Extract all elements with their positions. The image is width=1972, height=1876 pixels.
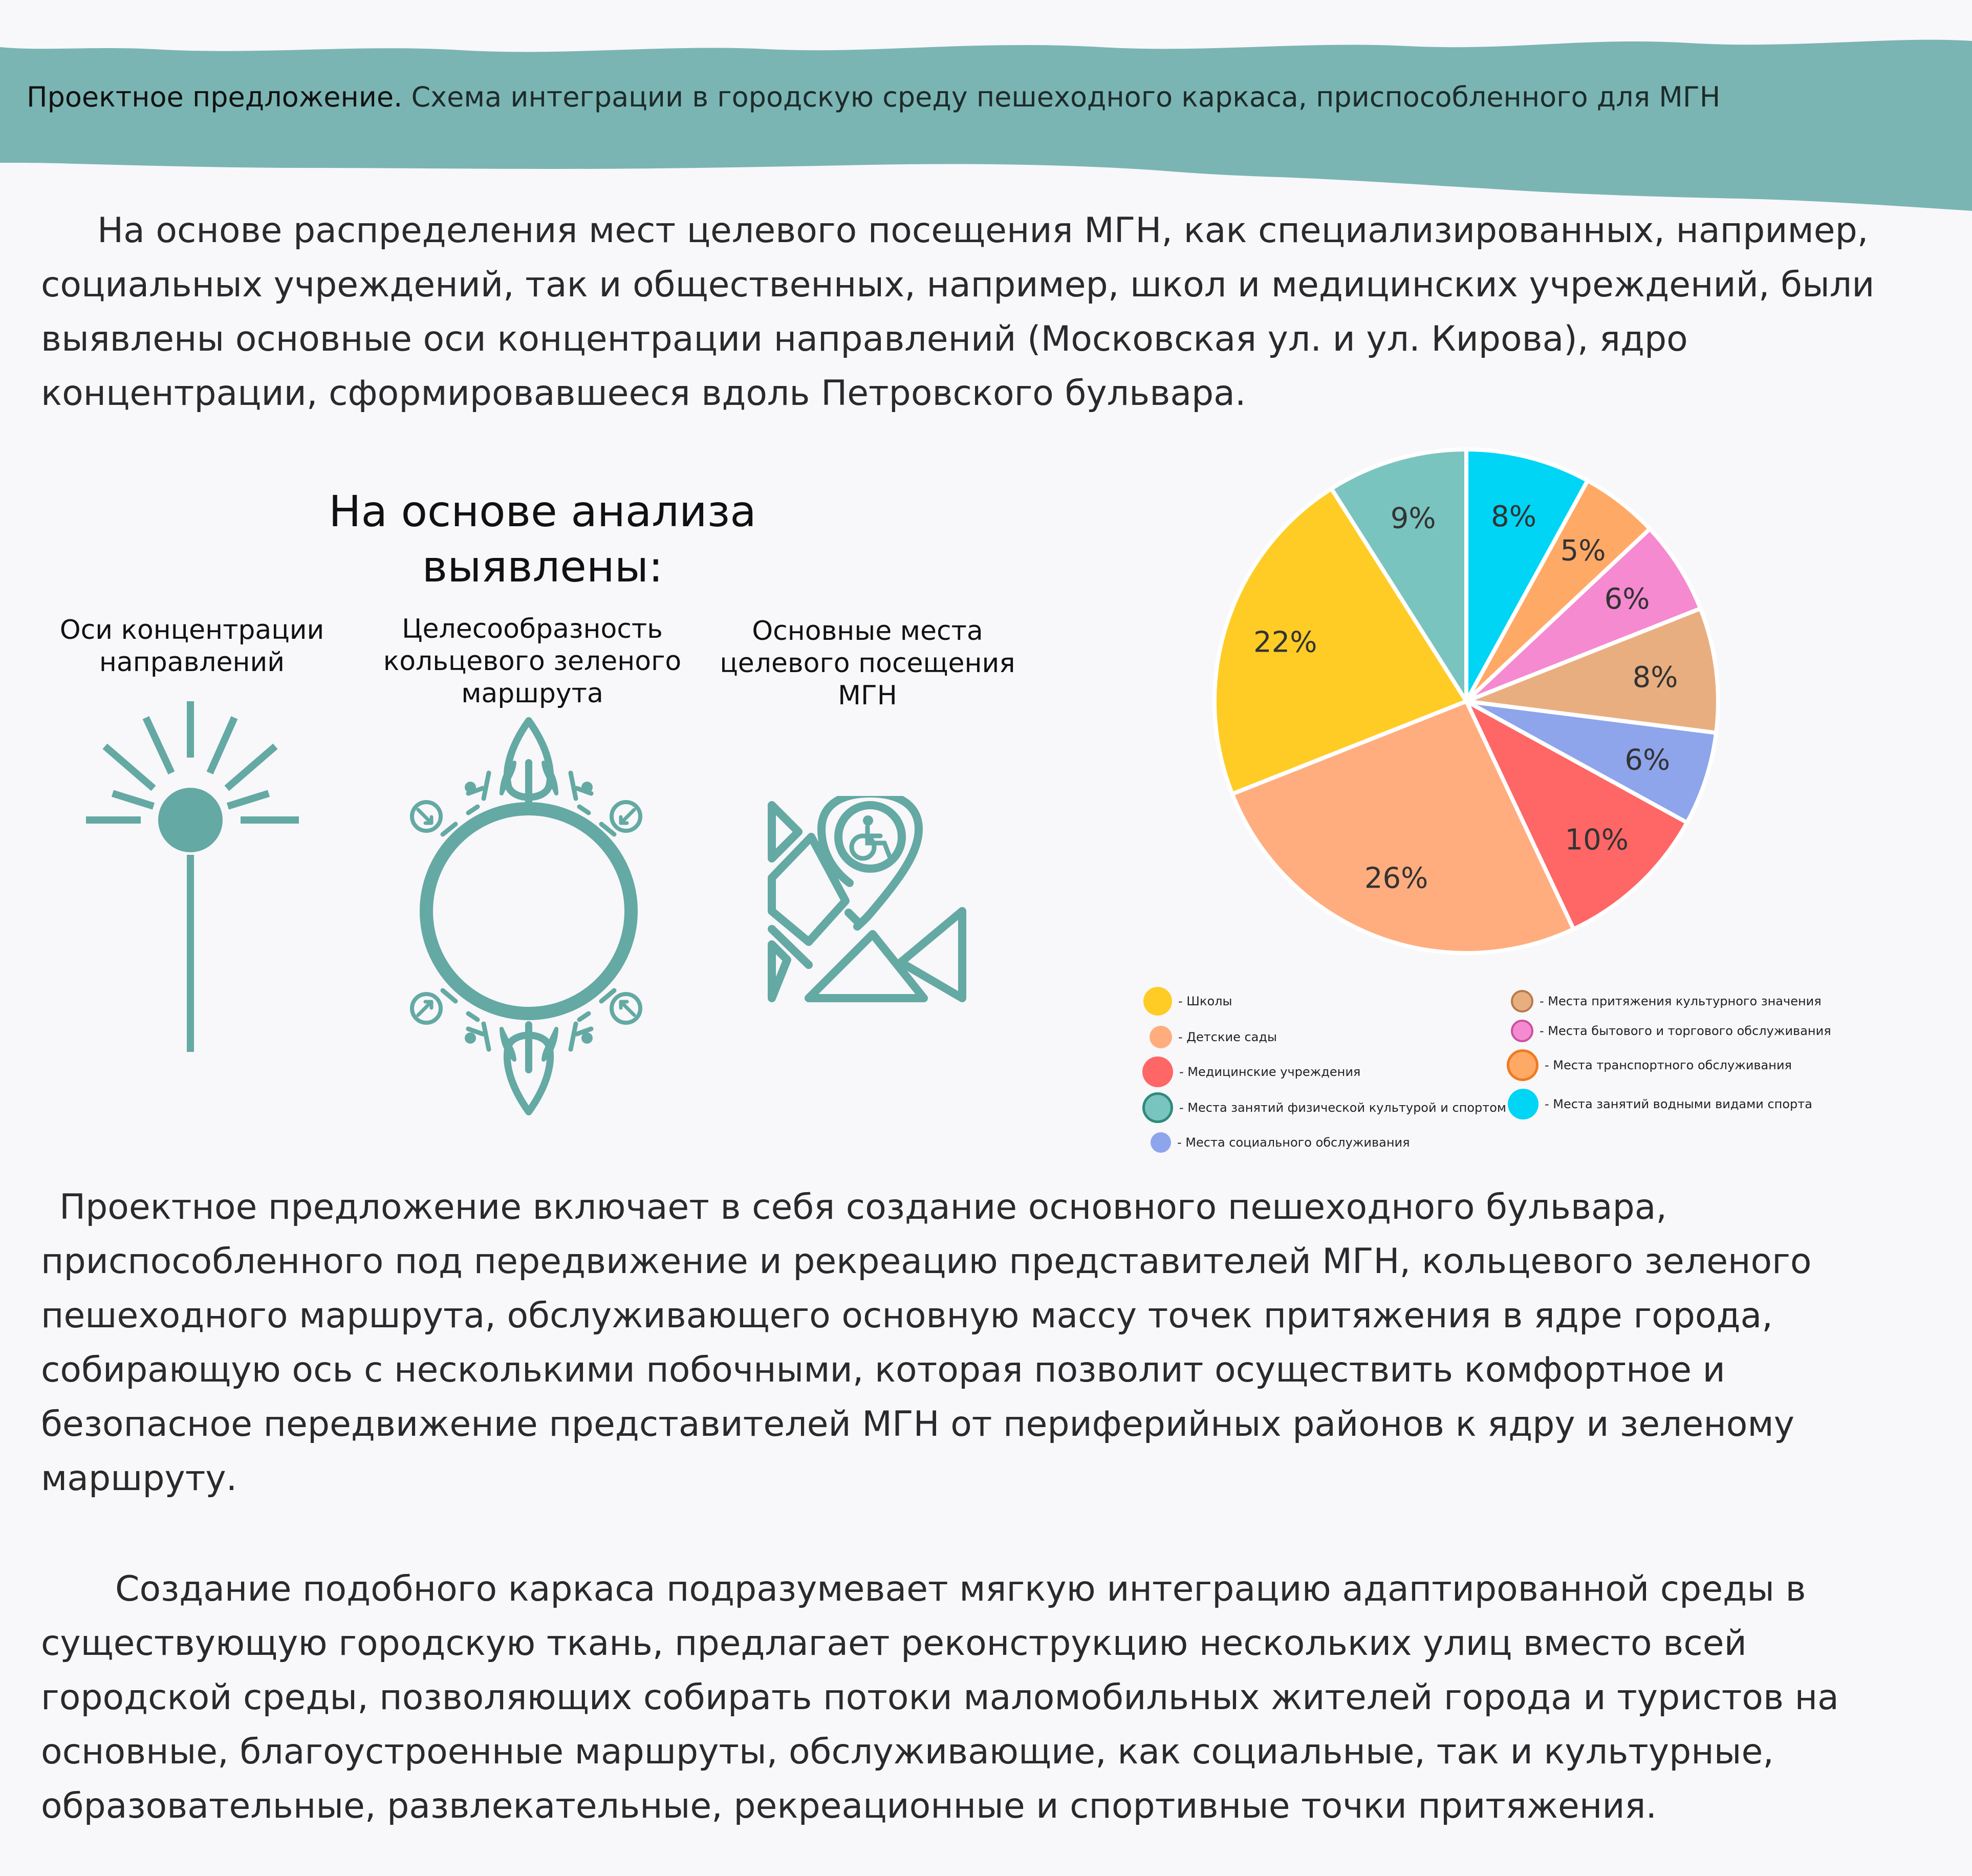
feature-caption-axes: Оси концентрации направлений — [59, 615, 324, 678]
feature-caption-ring: Целесообразность кольцевого зеленого маршрута — [383, 614, 682, 709]
legend-marker — [1151, 1132, 1171, 1153]
pie-slice-label: 6% — [1604, 583, 1650, 616]
legend-item-cultural — [1511, 990, 1822, 1012]
legend-item-water-sport — [1508, 1089, 1812, 1119]
legend-label: - Места притяжения культурного значения — [1540, 994, 1822, 1008]
legend-item-kindergartens — [1147, 1026, 1277, 1048]
pie-slice-label: 6% — [1624, 743, 1671, 777]
pie-slice-label: 5% — [1560, 534, 1606, 568]
legend-item-schools — [1143, 987, 1232, 1016]
legend-label: - Места транспортного обслуживания — [1545, 1058, 1792, 1072]
chart-legend — [1137, 984, 1854, 1163]
legend-marker — [1150, 1026, 1172, 1048]
intro-paragraph: На основе распределения мест целевого посещения МГН, как специализированных, например, социальных учреждений, так и общественных, например, школ и медицинских учреждений, были выявлены основные оси концентрации направлений (Московская ул. и ул. Кирова), ядро концентрации, сформировавшееся вдоль Петровского бульвара. — [41, 210, 1875, 414]
legend-label: - Места бытового и торгового обслуживания — [1540, 1024, 1831, 1038]
legend-label: - Места социального обслуживания — [1177, 1135, 1410, 1150]
legend-marker — [1143, 987, 1172, 1016]
legend-label: - Медицинские учреждения — [1179, 1065, 1361, 1079]
legend-label: - Школы — [1178, 994, 1232, 1008]
sun-axis-icon — [82, 701, 302, 1060]
legend-marker — [1511, 1020, 1533, 1042]
legend-item-medical — [1142, 1056, 1360, 1087]
wheelchair-map-pin-icon — [763, 796, 972, 1006]
legend-marker — [1507, 1049, 1538, 1081]
legend-item-household — [1511, 1020, 1831, 1042]
legend-marker — [1142, 1092, 1173, 1123]
legend-label: - Места занятий физической культурой и спортом — [1179, 1101, 1507, 1115]
legend-item-physical-sport — [1142, 1092, 1506, 1123]
pie-slice-label: 22% — [1253, 626, 1317, 659]
analysis-title: На основе анализа выявлены: — [329, 486, 756, 592]
legend-marker — [1511, 990, 1533, 1012]
legend-label: - Детские сады — [1178, 1030, 1277, 1044]
pie-slices — [1215, 449, 1718, 953]
legend-label: - Места занятий водными видами спорта — [1545, 1097, 1812, 1111]
feature-caption-places: Основные места целевого посещения МГН — [720, 616, 1015, 711]
proposal-paragraph: Проектное предложение включает в себя создание основного пешеходного бульвара, приспособленного под передвижение и рекреацию представителей МГН, кольцевого зеленого пешеходного маршрута, обслуживающего основную массу точек притяжения в ядре города, собирающую ось с несколькими побочными, которая позволит осуществить комфортное и безопасное передвижение представителей МГН от периферийных районов к ядру и зеленому маршруту. — [41, 1187, 1812, 1499]
pie-chart — [1205, 445, 1738, 957]
creation-paragraph: Создание подобного каркаса подразумевает мягкую интеграцию адаптированной среды в существующую городскую ткань, предлагает реконструкцию нескольких улиц вместо всей городской среды, позволяющих собирать потоки маломобильных жителей города и туристов на основные, благоустроенные маршруты, обслуживающие, как социальные, так и культурные, образовательные, развлекательные, рекреационные и спортивные точки притяжения. — [41, 1569, 1839, 1826]
pie-slice-label: 8% — [1632, 660, 1678, 694]
pie-slice-label: 9% — [1390, 502, 1436, 535]
legend-item-social — [1148, 1132, 1410, 1153]
pie-slice-label: 26% — [1364, 861, 1428, 895]
green-ring-route-icon — [407, 717, 653, 1116]
legend-marker — [1142, 1056, 1173, 1087]
header-title-rest: Схема интеграции в городскую среду пешеходного каркаса, приспособленного для МГН — [402, 81, 1721, 113]
pie-slice-label: 10% — [1565, 823, 1629, 857]
legend-marker — [1508, 1089, 1538, 1119]
pie-slice-label: 8% — [1491, 500, 1536, 534]
legend-item-transport — [1507, 1049, 1792, 1081]
header-title — [27, 81, 1720, 113]
header-title-lead: Проектное предложение. — [27, 81, 403, 113]
